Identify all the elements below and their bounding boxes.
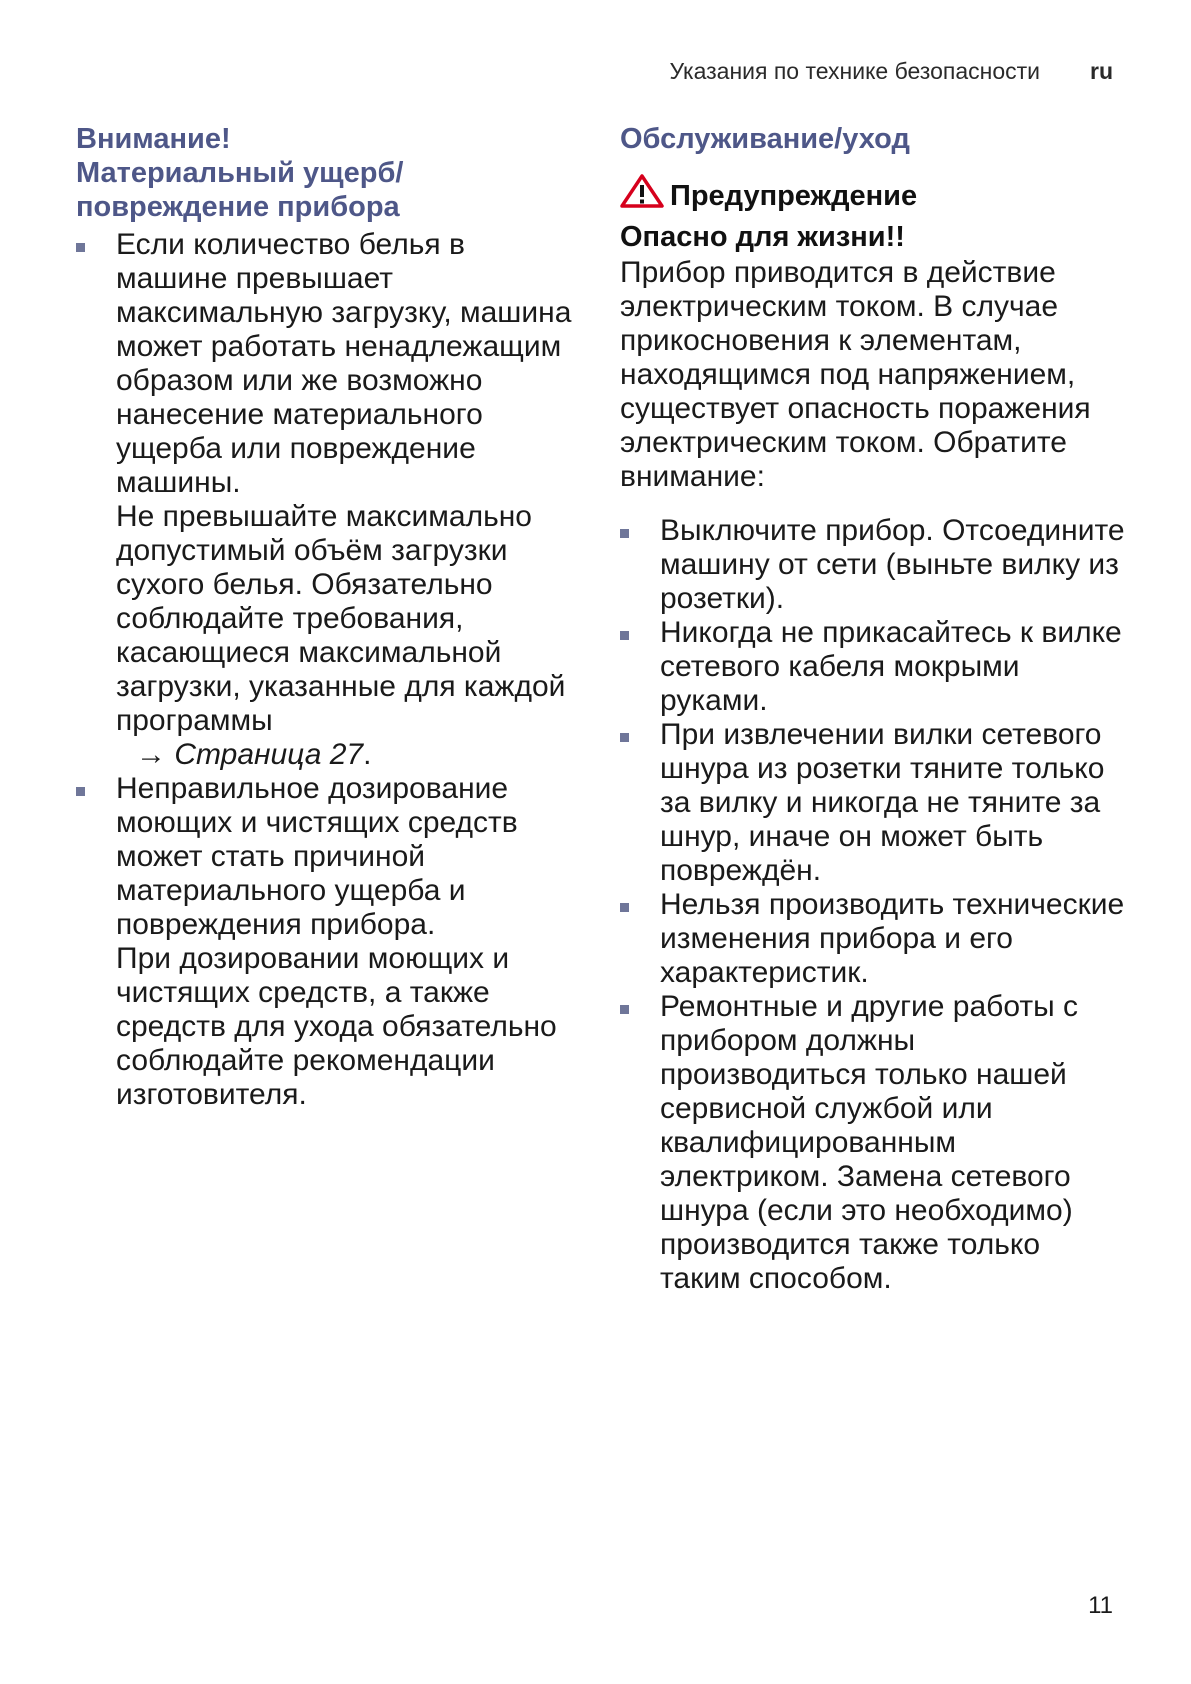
left-column <box>76 122 576 1112</box>
item-text: Выключите прибор. Отсоедините машину от сети (выньте вилку из розетки). <box>660 514 1125 615</box>
bullet-square-icon <box>76 243 85 252</box>
item-text: Никогда не прикасайтесь к вилке сетевого кабеля мокрыми руками. <box>660 616 1122 717</box>
warning-subtitle: Опасно для жизни!! <box>620 221 905 253</box>
reference-period: . <box>363 738 372 771</box>
warning-title <box>620 174 1125 218</box>
heading-line: повреждение прибора <box>76 191 400 223</box>
running-header <box>669 58 1113 85</box>
item-text: Не превышайте максимально допустимый объём загрузки сухого белья. Обязательно соблюдайте требования, касающиеся максимальной загрузки, указанные для каждой программы <box>116 500 566 737</box>
heading-line: Материальный ущерб/ <box>76 157 404 189</box>
bullet-square-icon <box>620 1005 629 1014</box>
bullet-square-icon <box>620 631 629 640</box>
right-column <box>620 122 1125 1296</box>
warning-block <box>620 174 1125 494</box>
list-item <box>620 990 1125 1296</box>
language-code: ru <box>1090 58 1113 84</box>
bullet-square-icon <box>620 529 629 538</box>
heading-line: Внимание! <box>76 123 231 155</box>
item-text: При извлечении вилки сетевого шнура из розетки тяните только за вилку и никогда не тяните за шнур, иначе он может быть повреждён. <box>660 718 1105 887</box>
list-item <box>620 616 1125 718</box>
warning-triangle-icon <box>620 174 670 218</box>
warning-text: Прибор приводится в действие электрическим током. В случае прикосновения к элементам, находящимся под напряжением, существует опасность поражения электрическим током. Обратите внимание: <box>620 256 1091 493</box>
maintenance-heading: Обслуживание/уход <box>620 123 910 155</box>
material-damage-list <box>76 228 576 1112</box>
page-reference-text: Страница 27 <box>174 738 364 771</box>
list-item <box>620 888 1125 990</box>
bullet-square-icon <box>620 903 629 912</box>
material-damage-heading <box>76 122 576 224</box>
item-text: Ремонтные и другие работы с прибором должны производиться только нашей сервисной службой или квалифицированным электриком. Замена сетевого шнура (если это необходимо) производится также только таким способом. <box>660 990 1079 1295</box>
item-text: Неправильное дозирование моющих и чистящих средств может стать причиной материального ущерба и повреждения прибора. <box>116 772 518 941</box>
list-item <box>76 772 576 1112</box>
item-text: Если количество белья в машине превышает максимальную загрузку, машина может работать ненадлежащим образом или же возможно нанесение материального ущерба или повреждение машины. <box>116 228 572 499</box>
page-number: 11 <box>1088 1592 1113 1619</box>
bullet-square-icon <box>620 733 629 742</box>
item-text: Нельзя производить технические изменения прибора и его характеристик. <box>660 888 1125 989</box>
list-item <box>76 228 576 772</box>
page-reference[interactable] <box>116 738 371 772</box>
warning-title-text: Предупреждение <box>670 180 918 212</box>
list-item <box>620 718 1125 888</box>
arrow-right-icon: → <box>136 738 166 771</box>
section-title: Указания по технике безопасности <box>669 58 1040 84</box>
bullet-square-icon <box>76 787 85 796</box>
maintenance-list <box>620 514 1125 1296</box>
list-item <box>620 514 1125 616</box>
item-text: При дозировании моющих и чистящих средств, а также средств для ухода обязательно соблюдайте рекомендации изготовителя. <box>116 942 557 1111</box>
